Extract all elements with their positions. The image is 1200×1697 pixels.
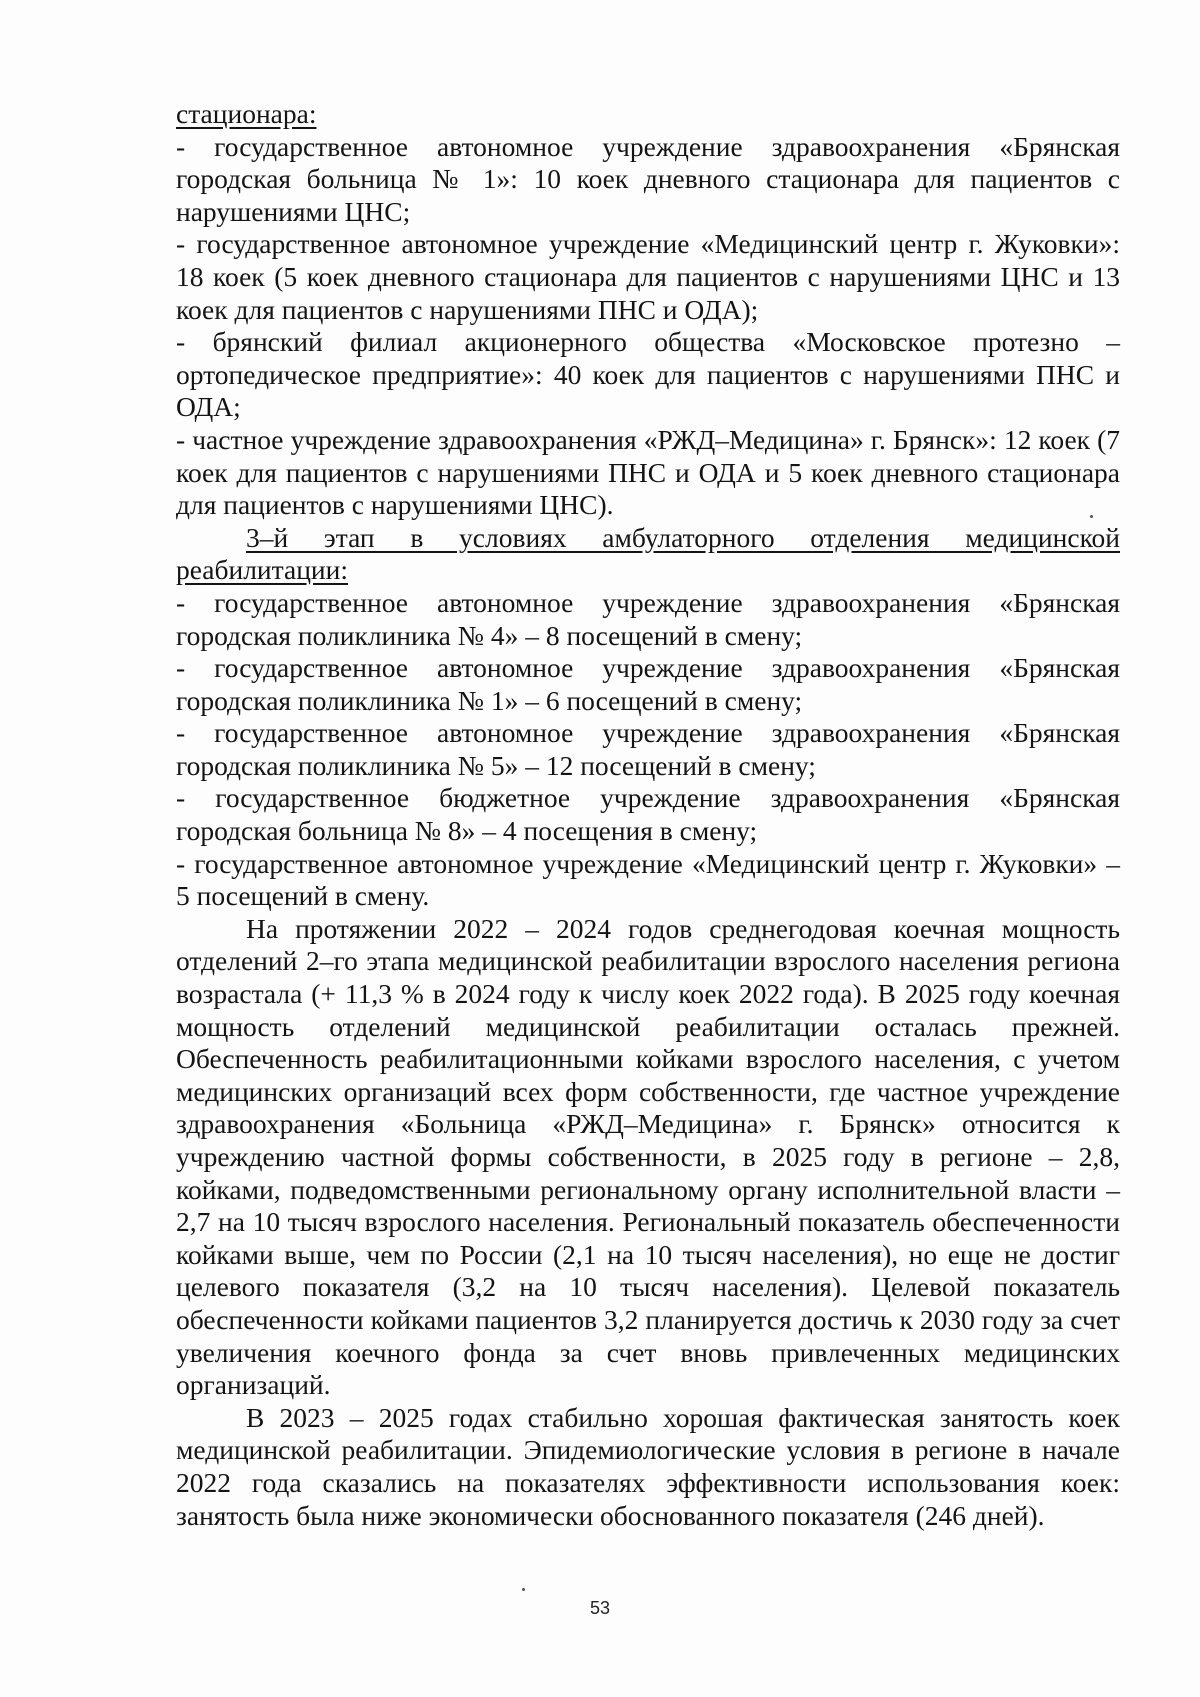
stage3-heading: 3–й этап в условиях амбулаторного отделения медицинской реабилитации: bbox=[176, 521, 1120, 586]
body-paragraph-2: В 2023 – 2025 годах стабильно хорошая фактическая занятость коек медицинской реабилитации. Эпидемиологические условия в регионе в начале 2022 года сказались на показателях эффективности использования коек: занятость была ниже экономически обоснованного показателя (246 дней). bbox=[176, 1401, 1120, 1531]
stage2-item-4: - частное учреждение здравоохранения «РЖД–Медицина» г. Брянск»: 12 коек (7 коек для пациентов с нарушениями ПНС и ОДА и 5 коек дневного стационара для пациентов с нарушениями ЦНС). bbox=[176, 423, 1120, 521]
stage3-item-3: - государственное автономное учреждение здравоохранения «Брянская городская поликлиника № 5» – 12 посещений в смену; bbox=[176, 717, 1120, 781]
stage3-item-1: - государственное автономное учреждение здравоохранения «Брянская городская поликлиника № 4» – 8 посещений в смену; bbox=[176, 586, 1120, 651]
stage3-item-5: - государственное автономное учреждение «Медицинский центр г. Жуковки» – 5 посещений в смену. bbox=[176, 847, 1120, 912]
scan-speck bbox=[1090, 515, 1093, 518]
stage3-item-4: - государственное бюджетное учреждение здравоохранения «Брянская городская больница № 8» – 4 посещения в смену; bbox=[176, 782, 1120, 847]
page-number: 53 bbox=[589, 1598, 611, 1618]
stage2-item-3: - брянский филиал акционерного общества «Московское протезно – ортопедическое предприятие»: 40 коек для пациентов с нарушениями ПНС и ОДА; bbox=[176, 326, 1120, 423]
body-paragraph-1: На протяжении 2022 – 2024 годов среднегодовая коечная мощность отделений 2–го этапа медицинской реабилитации взрослого населения региона возрастала (+ 11,3 % в 2024 году к числу коек 2022 года). В 2025 году коечная мощность отделений медицинской реабилитации осталась прежней. Обеспеченность реабилитационными койками взрослого населения, с учетом медицинских организаций всех форм собственности, где частное учреждение здравоохранения «Больница «РЖД–Медицина» г. Брянск» относится к учреждению частной формы собственности, в 2025 году в регионе – 2,8, койками, подведомственными региональному органу исполнительной власти – 2,7 на 10 тысяч взрослого населения. Региональный показатель обеспеченности койками выше, чем по России (2,1 на 10 тысяч населения), но еще не достиг целевого показателя (3,2 на 10 тысяч населения). Целевой показатель обеспеченности койками пациентов 3,2 планируется достичь к 2030 году за счет увеличения коечного фонда за счет вновь привлеченных медицинских организаций. bbox=[176, 912, 1120, 1401]
page-body bbox=[176, 98, 1120, 1532]
stage3-item-2: - государственное автономное учреждение здравоохранения «Брянская городская поликлиника № 1» – 6 посещений в смену; bbox=[176, 652, 1120, 716]
scan-speck bbox=[522, 1588, 525, 1591]
stage2-item-2: - государственное автономное учреждение «Медицинский центр г. Жуковки»: 18 коек (5 коек дневного стационара для пациентов с нарушениями ЦНС и 13 коек для пациентов с нарушениями ПНС и ОДА); bbox=[176, 228, 1120, 325]
section-heading-continued: стационара: bbox=[176, 98, 317, 129]
stage2-item-1: - государственное автономное учреждение здравоохранения «Брянская городская больница № 1»: 10 коек дневного стационара для пациентов с нарушениями ЦНС; bbox=[176, 130, 1120, 227]
